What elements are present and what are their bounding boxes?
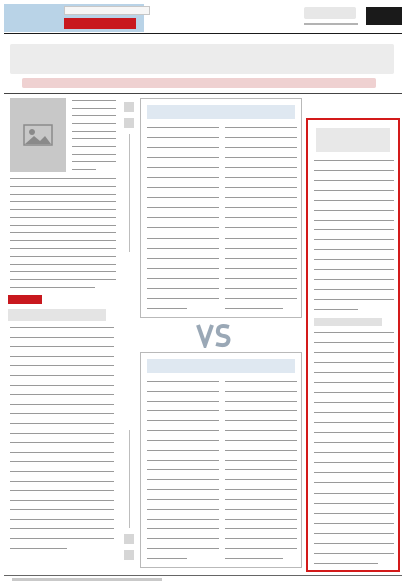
con-side-body-left <box>147 381 219 559</box>
con-side-body-right <box>225 381 297 559</box>
pro-side-article <box>140 98 302 318</box>
pro-side-title <box>147 105 295 119</box>
con-side-label <box>120 430 138 560</box>
feature-box-subhead <box>314 318 382 326</box>
feature-box-body-bottom <box>314 332 394 564</box>
masthead-section-band <box>64 6 150 15</box>
con-side-article <box>140 352 302 568</box>
versus-mark <box>196 322 232 348</box>
masthead-logo <box>304 7 356 19</box>
masthead-date-line <box>304 23 358 25</box>
left-short-story-title <box>8 309 106 321</box>
footer-rule <box>4 575 402 576</box>
footer-text <box>12 578 162 581</box>
masthead-rule <box>4 33 402 34</box>
left-short-story <box>8 295 118 557</box>
main-subheadline <box>22 78 376 88</box>
left-short-story-tag <box>8 295 42 304</box>
feature-box-body-top <box>314 160 394 310</box>
feature-box-title <box>316 128 390 152</box>
versus-mark-shape <box>196 322 232 348</box>
pro-side-body-left <box>147 127 219 309</box>
header-rule <box>4 93 402 94</box>
lede-photo <box>10 98 66 172</box>
page-number-badge <box>366 7 402 25</box>
main-headline <box>10 44 394 74</box>
pro-side-body-right <box>225 127 297 309</box>
photo-icon <box>23 124 53 146</box>
masthead-date-band <box>64 18 136 29</box>
pro-side-label <box>120 102 138 252</box>
left-short-story-body <box>10 327 114 549</box>
lede-body <box>10 178 116 288</box>
lede-text-beside-photo <box>72 100 116 170</box>
masthead <box>4 4 402 34</box>
con-side-title <box>147 359 295 373</box>
feature-box <box>306 118 400 572</box>
